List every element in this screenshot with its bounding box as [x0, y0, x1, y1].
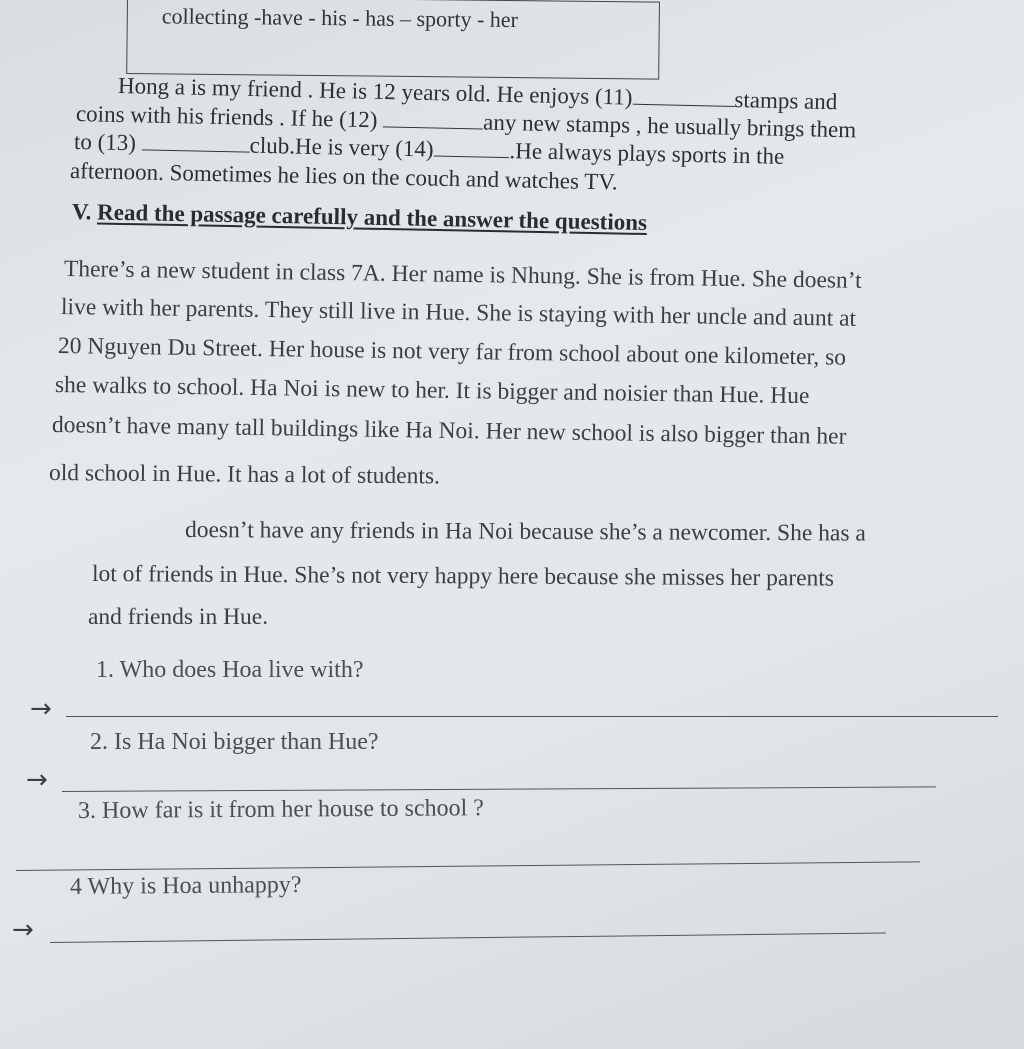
passage-line-9: and friends in Hue. [88, 604, 269, 630]
section-title: Read the passage carefully and the answer the questions [96, 199, 648, 236]
cloze-line-1: Hong a is my friend . He is 12 years old. He enjoys (11) stamps and [117, 73, 838, 115]
answer-line-1[interactable] [66, 716, 998, 717]
section-number: V. [71, 199, 92, 225]
answer-line-4[interactable] [50, 933, 886, 943]
cloze-line-3: to (13) club.He is very (14) .He always plays sports in the [73, 129, 785, 169]
passage-line-8: lot of friends in Hue. She’s not very happy here because she misses her parents [91, 561, 835, 592]
word-bank-box [126, 0, 660, 80]
passage-line-1: There’s a new student in class 7A. Her name is Nhung. She is from Hue. She doesn’t [63, 256, 862, 294]
question-1: 1. Who does Hoa live with? [96, 657, 364, 683]
blank-13 [142, 131, 250, 152]
passage-line-6: old school in Hue. It has a lot of students. [48, 460, 441, 490]
passage-line-5: doesn’t have many tall buildings like Ha Noi. Her new school is also bigger than her [51, 412, 847, 450]
arrow-icon: → [30, 694, 52, 724]
question-4: 4 Why is Hoa unhappy? [69, 871, 302, 900]
passage-line-7: doesn’t have any friends in Ha Noi because she’s a newcomer. She has a [184, 517, 866, 547]
question-2: 2. Is Ha Noi bigger than Hue? [90, 729, 379, 755]
passage-line-2: live with her parents. They still live in Hue. She is staying with her uncle and aunt at [60, 294, 857, 332]
passage-line-4: she walks to school. Ha Noi is new to her. It is bigger and noisier than Hue. Hue [54, 372, 810, 410]
blank-12 [383, 108, 483, 129]
arrow-icon: → [12, 915, 34, 945]
blank-11 [632, 86, 734, 107]
cloze-line-2: coins with his friends . If he (12) any new stamps , he usually brings them [75, 101, 857, 143]
cloze-line-4: afternoon. Sometimes he lies on the couch and watches TV. [69, 158, 618, 195]
passage-line-3: 20 Nguyen Du Street. Her house is not very far from school about one kilometer, so [57, 333, 847, 371]
answer-line-3[interactable] [16, 861, 920, 871]
section-heading [72, 199, 647, 236]
blank-14 [433, 138, 509, 159]
question-3: 3. How far is it from her house to school ? [77, 795, 484, 824]
answer-line-2[interactable] [62, 786, 936, 792]
arrow-icon: → [26, 765, 48, 795]
word-bank-text: collecting -have - his - has – sporty - her [161, 3, 519, 33]
